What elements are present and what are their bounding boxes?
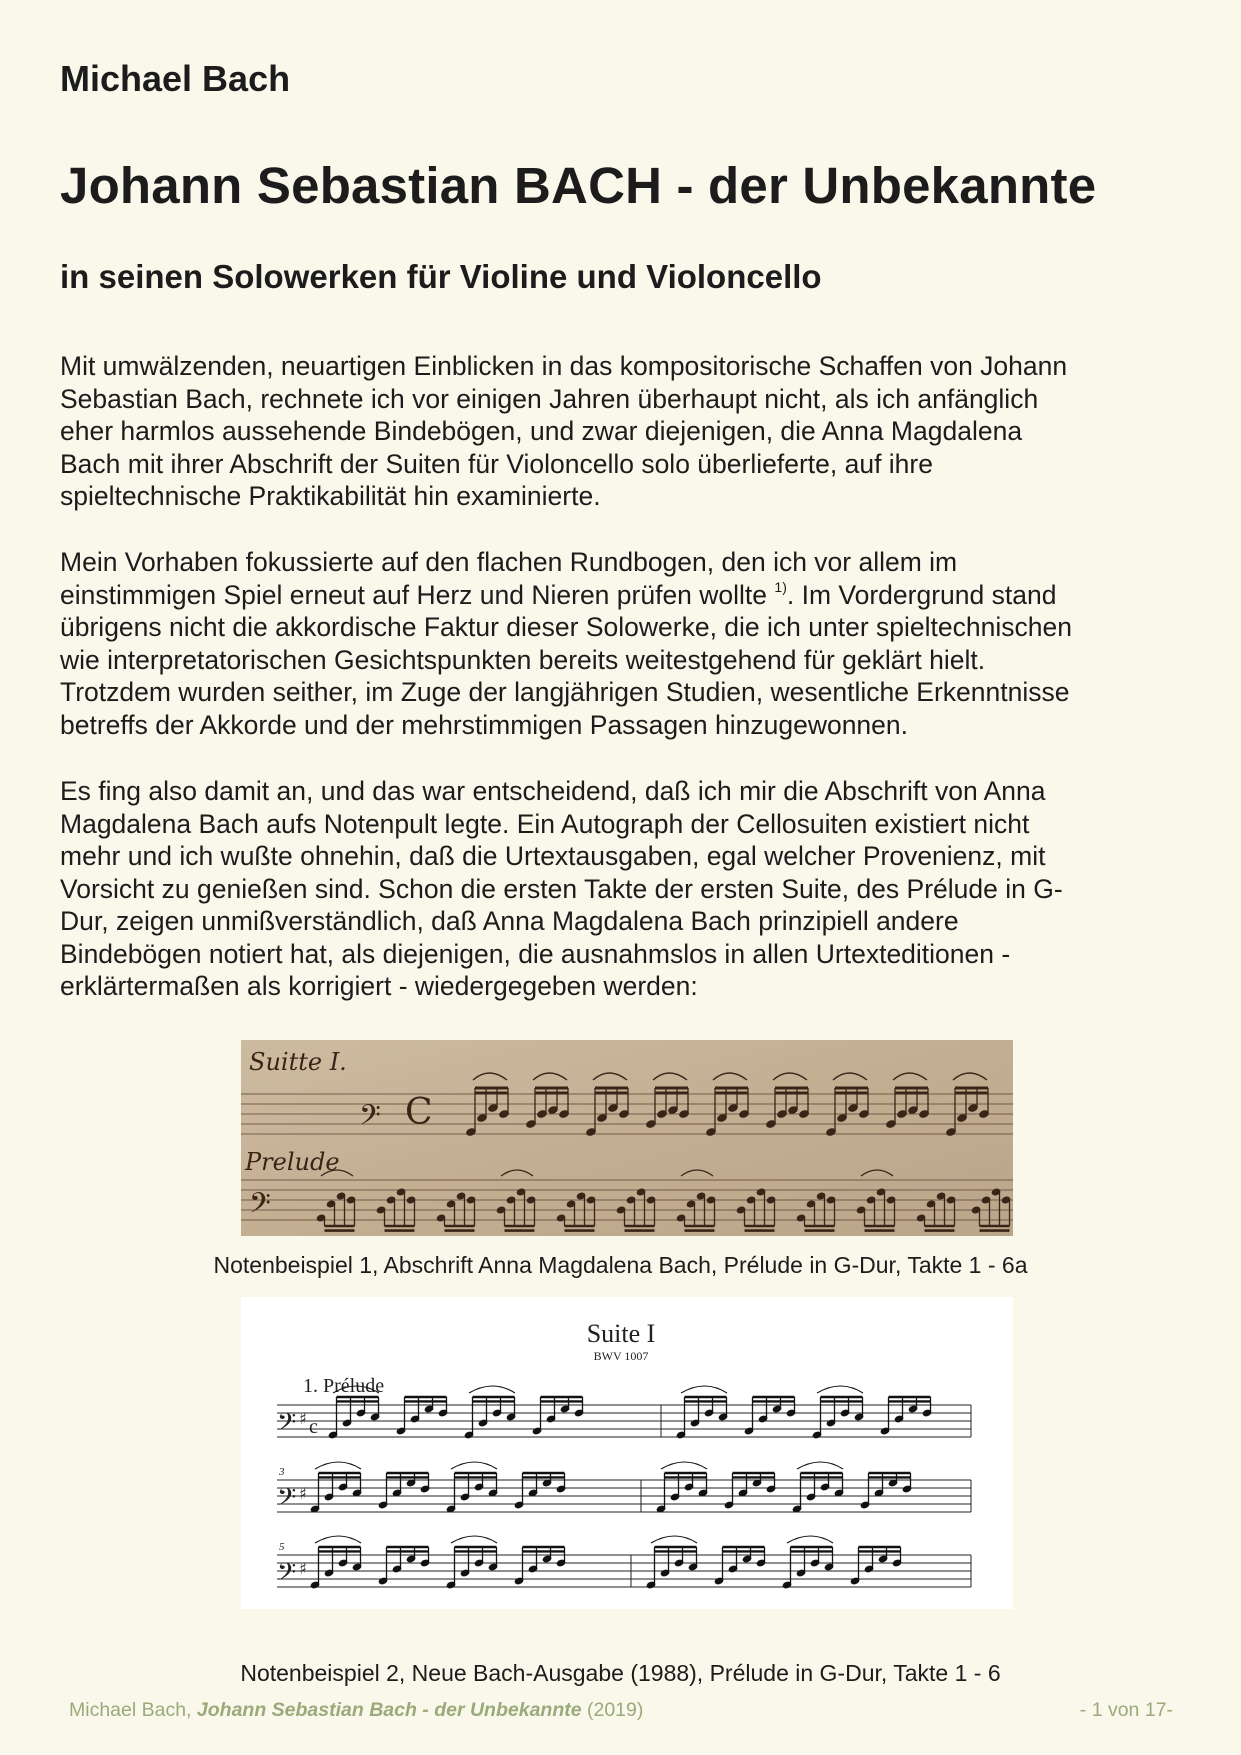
svg-text:𝄢: 𝄢 [249, 1187, 271, 1227]
text-line: mehr und ich wußte ohnehin, daß die Urtextausgaben, egal welcher Provenienz, mit [60, 841, 1046, 871]
text-line: Magdalena Bach aufs Notenpult legte. Ein Autograph der Cellosuiten existiert nicht [60, 808, 1030, 839]
document-subtitle: in seinen Solowerken für Violine und Violoncello [60, 258, 822, 295]
svg-text:𝄢: 𝄢 [277, 1408, 297, 1443]
text-line: einstimmigen Spiel erneut auf Herz und Nieren prüfen wollte $^{1)}$. Im Vordergrund stand [60, 578, 1057, 610]
author-name: Michael Bach [60, 58, 291, 99]
text-line: Mein Vorhaben fokussierte auf den flachen Rundbogen, den ich vor allem im [60, 547, 958, 577]
suite-title: Suite I [586, 1319, 656, 1348]
suite-label: Suitte I. [249, 1048, 347, 1076]
svg-text:𝄢: 𝄢 [277, 1558, 297, 1593]
measure-number-5: 5 [279, 1541, 285, 1553]
text-line: Dur, zeigen unmißverständlich, daß Anna Magdalena Bach prinzipiell andere [60, 906, 959, 936]
paragraph-1 [60, 350, 1180, 513]
text-line: spieltechnische Praktikabilität hin examinierte. [60, 481, 601, 511]
svg-text:♯: ♯ [299, 1409, 307, 1428]
paragraph-2 [60, 546, 1180, 741]
footnote-reference[interactable]: 1) [774, 578, 787, 595]
text-line: Sebastian Bach, rechnete ich vor einigen Jahren überhaupt nicht, als ich anfänglich [60, 383, 1039, 414]
manuscript-score-image [241, 1040, 1013, 1236]
text-line: wie interpretatorischen Gesichtspunkten bereits weitestgehend für geklärt hielt. [60, 644, 986, 675]
caption-example-1: Notenbeispiel 1, Abschrift Anna Magdalena Bach, Prélude in G-Dur, Takte 1 - 6a [213, 1252, 1028, 1278]
text-line: Es fing also damit an, und das war entscheidend, daß ich mir die Abschrift von Anna [60, 776, 1046, 806]
prelude-label: Prelude [245, 1148, 340, 1176]
text-line: Bindebögen notiert hat, als diejenigen, die ausnahmslos in allen Urtexteditionen - [60, 938, 1011, 969]
svg-text:𝄢: 𝄢 [359, 1099, 381, 1139]
svg-text:♯: ♯ [299, 1484, 307, 1503]
movement-title: 1. Prélude [303, 1375, 385, 1397]
svg-text:♯: ♯ [299, 1559, 307, 1578]
text-line: Vorsicht zu genießen sind. Schon die ersten Takte der ersten Suite, des Prélude in G- [60, 873, 1063, 904]
svg-text:C: C [405, 1092, 433, 1133]
text-line: Bach mit ihrer Abschrift der Suiten für Violoncello solo überlieferte, auf ihre [60, 448, 933, 479]
bwv-number: BWV 1007 [593, 1349, 649, 1363]
text-line: Trotzdem wurden seither, im Zuge der langjährigen Studien, wesentliche Erkenntnisse [60, 677, 1070, 707]
text-line: erklärtermaßen als korrigiert - wiedergegeben werden: [60, 971, 698, 1001]
footer-citation: Michael Bach, Johann Sebastian Bach - der Unbekannte (2019) [69, 1699, 644, 1721]
measure-number-3: 3 [279, 1466, 285, 1478]
footer-title: Johann Sebastian Bach - der Unbekannte [196, 1699, 582, 1721]
printed-score-image [241, 1297, 1013, 1609]
page-number: - 1 von 17- [1079, 1699, 1173, 1721]
svg-text:c: c [309, 1416, 318, 1438]
text-line: eher harmlos aussehende Bindebögen, und zwar diejenigen, die Anna Magdalena [60, 416, 1023, 446]
caption-example-2: Notenbeispiel 2, Neue Bach-Ausgabe (1988), Prélude in G-Dur, Takte 1 - 6 [240, 1660, 1001, 1686]
text-line: Mit umwälzenden, neuartigen Einblicken in das kompositorische Schaffen von Johann [60, 351, 1068, 381]
paragraph-3 [60, 775, 1180, 1003]
svg-text:𝄢: 𝄢 [277, 1483, 297, 1518]
text-line: übrigens nicht die akkordische Faktur dieser Solowerke, die ich unter spieltechnischen [60, 612, 1072, 642]
document-title: Johann Sebastian BACH - der Unbekannte [60, 157, 1097, 214]
text-line: betreffs der Akkorde und der mehrstimmigen Passagen hinzugewonnen. [60, 709, 909, 740]
